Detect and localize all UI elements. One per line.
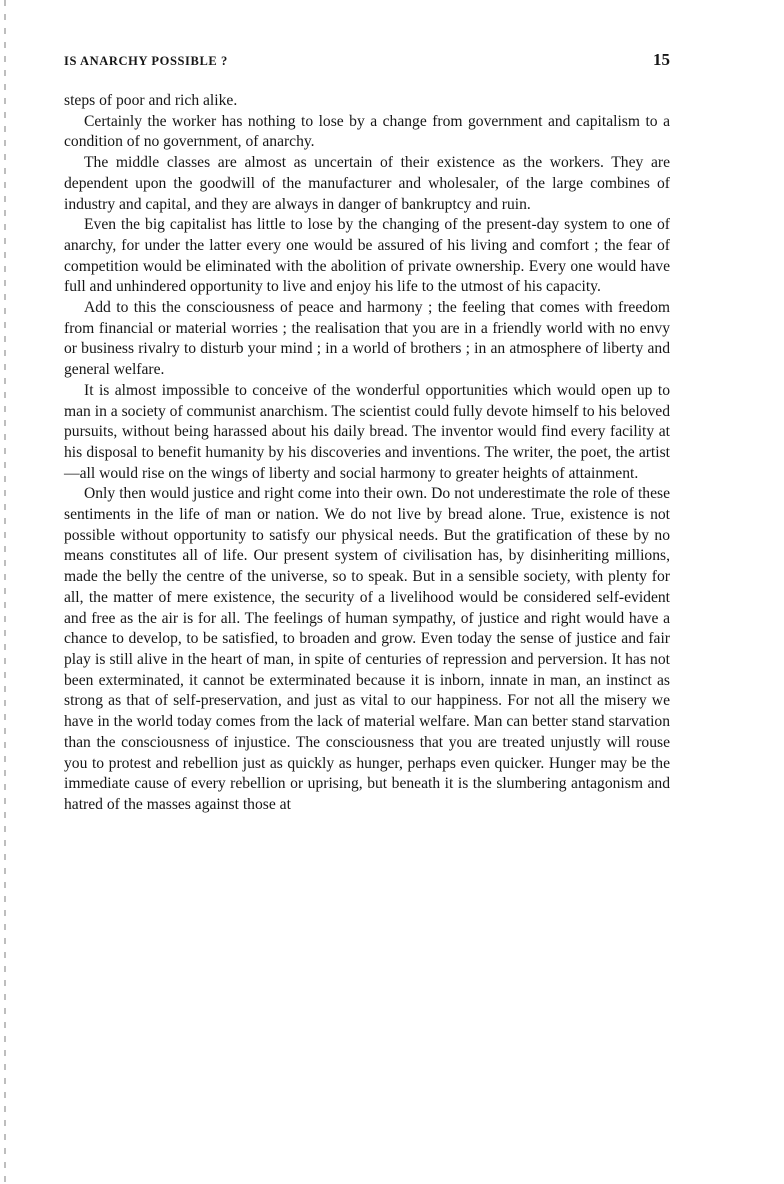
page-number: 15	[653, 50, 670, 69]
page-header	[64, 50, 670, 74]
paragraph-continued: steps of poor and rich alike.	[64, 92, 238, 109]
paragraph-worker: Certainly the worker has nothing to lose by a change from government and capitalism to a condition of no government, of anarchy.	[64, 112, 670, 151]
paragraph-justice: Only then would justice and right come into their own. Do not underestimate the role of these sentiments in the life of man or nation. We do not live by bread alone. True, existence is not possible without opportunity to satisfy our physical needs. But the gratification of these by no means constitutes all of life. Our present system of civilisation has, by disinheriting millions, made the belly the centre of the universe, so to speak. But in a sensible society, with plenty for all, the matter of mere existence, the security of a livelihood would be considered self-evident and free as the air is for all. The feelings of human sympathy, of justice and right would have a chance to develop, to be satisfied, to broaden and grow. Even today the sense of justice and fair play is still alive in the heart of man, in spite of centuries of repression and perversion. It has not been exterminated, it cannot be exterminated because it is inborn, innate in man, an instinct as strong as that of self-preservation, and just as vital to our happiness. For not all the misery we have in the world today comes from the lack of material welfare. Man can better stand starvation than the consciousness of injustice. The consciousness that you are treated unjustly will rouse you to protest and rebellion just as quickly as hunger, perhaps even quicker. Hunger may be the immediate cause of every rebellion or uprising, but beneath it is the slumbering antagonism and hatred of the masses against those at	[64, 485, 670, 813]
paragraph-peace-harmony: Add to this the consciousness of peace and harmony ; the feeling that comes with freedom from financial or material worries ; the realisation that you are in a friendly world with no envy or business rivalry to disturb your mind ; in a world of brothers ; in an atmosphere of liberty and general welfare.	[64, 299, 670, 379]
paragraph-opportunities: It is almost impossible to conceive of the wonderful opportunities which would open up to man in a society of communist anarchism. The scientist could fully devote himself to his beloved pursuits, without being harassed about his daily bread. The inventor would find every facility at his disposal to benefit humanity by his discoveries and inventions. The writer, the poet, the artist—all would rise on the wings of liberty and social harmony to greater heights of attainment.	[64, 381, 671, 482]
body-text	[64, 91, 670, 816]
paragraph-middle-classes: The middle classes are almost as uncertain of their existence as the workers. They are dependent upon the goodwill of the manufacturer and wholesaler, of the large combines of industry and capital, and they are always in danger of bankruptcy and ruin.	[64, 154, 670, 213]
running-title: IS ANARCHY POSSIBLE ?	[64, 54, 228, 68]
page-binding-edge	[4, 0, 6, 1184]
paragraph-big-capitalist: Even the big capitalist has little to lose by the changing of the present-day system to one of anarchy, for under the latter every one would be assured of his living and comfort ; the fear of competition would be eliminated with the abolition of private ownership. Every one would have full and unhindered opportunity to live and enjoy his life to the utmost of his capacity.	[64, 216, 670, 296]
